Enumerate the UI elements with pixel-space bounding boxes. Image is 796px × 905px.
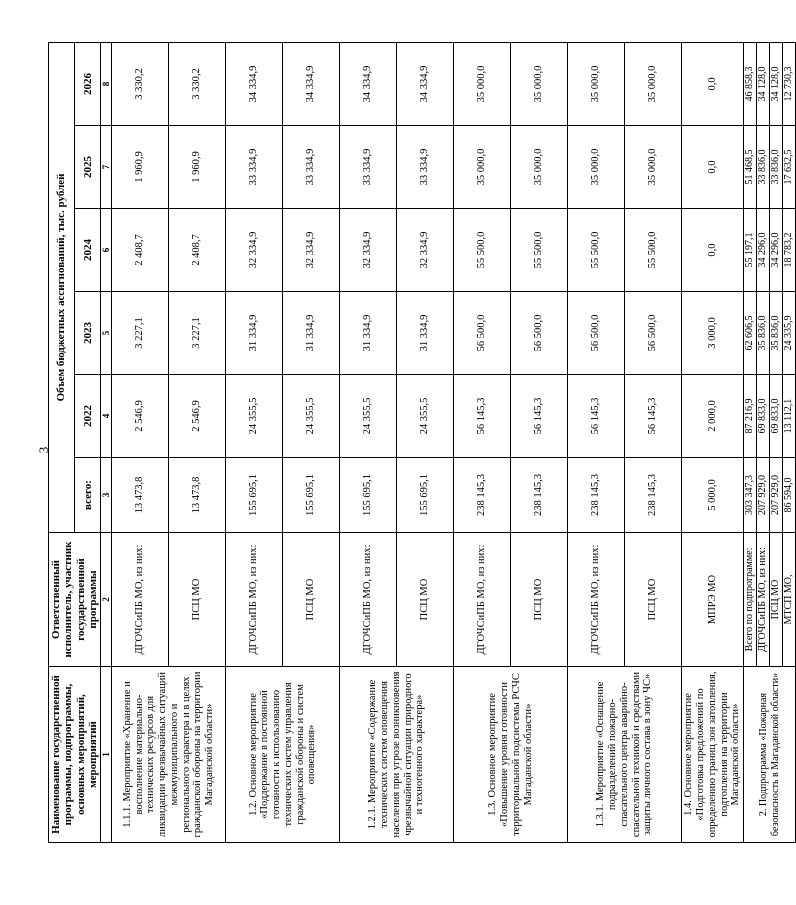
value-cell: 34 128,0 xyxy=(757,42,770,125)
value-cell: 55 500,0 xyxy=(511,209,568,292)
value-cell: 207 929,0 xyxy=(757,458,770,533)
header-year: 2026 xyxy=(75,42,101,125)
value-cell: 5 000,0 xyxy=(682,458,744,533)
value-cell: 55 197,1 xyxy=(744,209,757,292)
executor-cell: ДГОЧСиПБ МО, из них: xyxy=(454,533,511,667)
value-cell: 155 695,1 xyxy=(226,458,283,533)
value-cell: 33 334,9 xyxy=(340,126,397,209)
executor-cell: ДГОЧСиПБ МО, из них: xyxy=(226,533,283,667)
value-cell: 24 355,5 xyxy=(226,375,283,458)
executor-cell: ПСЦ МО xyxy=(625,533,682,667)
value-cell: 32 334,9 xyxy=(226,209,283,292)
value-cell: 24 355,5 xyxy=(340,375,397,458)
value-cell: 2 408,7 xyxy=(112,209,169,292)
value-cell: 35 000,0 xyxy=(625,42,682,125)
header-year: 2023 xyxy=(75,292,101,375)
executor-cell: ПСЦ МО xyxy=(770,533,783,667)
table-row xyxy=(226,42,283,842)
value-cell: 87 216,9 xyxy=(744,375,757,458)
table-row xyxy=(112,42,169,842)
value-cell: 55 500,0 xyxy=(625,209,682,292)
value-cell: 13 473,8 xyxy=(169,458,226,533)
value-cell: 34 128,0 xyxy=(770,42,783,125)
table-row xyxy=(682,42,744,842)
value-cell: 3 227,1 xyxy=(169,292,226,375)
value-cell: 34 296,0 xyxy=(770,209,783,292)
value-cell: 3 330,2 xyxy=(169,42,226,125)
value-cell: 69 833,0 xyxy=(770,375,783,458)
header-budget-group: Объем бюджетных ассигнований, тыс. рублей xyxy=(49,42,75,532)
value-cell: 238 145,3 xyxy=(625,458,682,533)
value-cell: 13 112,1 xyxy=(783,375,796,458)
value-cell: 56 500,0 xyxy=(454,292,511,375)
executor-cell: МПРЭ МО xyxy=(682,533,744,667)
value-cell: 56 145,3 xyxy=(625,375,682,458)
table-row xyxy=(340,42,397,842)
executor-cell: ПСЦ МО xyxy=(397,533,454,667)
value-cell: 17 632,5 xyxy=(783,126,796,209)
col-index: 4 xyxy=(101,375,112,458)
activity-name: 1.4. Основное мероприятие «Подготовка предложений по определению границ зон затопления, подтопления на территории Магаданской области» xyxy=(682,667,744,843)
value-cell: 31 334,9 xyxy=(226,292,283,375)
value-cell: 34 296,0 xyxy=(757,209,770,292)
col-index: 2 xyxy=(101,533,112,667)
value-cell: 55 500,0 xyxy=(568,209,625,292)
value-cell: 56 145,3 xyxy=(454,375,511,458)
value-cell: 51 468,5 xyxy=(744,126,757,209)
value-cell: 35 000,0 xyxy=(568,126,625,209)
value-cell: 35 836,0 xyxy=(757,292,770,375)
executor-cell: ПСЦ МО xyxy=(511,533,568,667)
value-cell: 3 330,2 xyxy=(112,42,169,125)
activity-name: 1.1.1. Мероприятие «Хранение и восполнение материально-технических ресурсов для ликвидации чрезвычайных ситуаций межмуниципального и регионального характера и в целях гражданской обороны на территории Магаданской области» xyxy=(112,667,226,843)
value-cell: 3 227,1 xyxy=(112,292,169,375)
value-cell: 31 334,9 xyxy=(340,292,397,375)
value-cell: 32 334,9 xyxy=(340,209,397,292)
value-cell: 35 000,0 xyxy=(454,42,511,125)
value-cell: 32 334,9 xyxy=(397,209,454,292)
header-total: всего: xyxy=(75,458,101,533)
col-index: 5 xyxy=(101,292,112,375)
executor-cell: Всего по подпрограмме: xyxy=(744,533,757,667)
value-cell: 2 408,7 xyxy=(169,209,226,292)
executor-cell: ДГОЧСиПБ МО, из них: xyxy=(757,533,770,667)
page-number: 3 xyxy=(36,446,51,454)
value-cell: 56 500,0 xyxy=(625,292,682,375)
col-index: 3 xyxy=(101,458,112,533)
activity-name: 1.2. Основное мероприятие «Поддержание в постоянной готовности к использованию технических систем управления гражданской обороны и систем оповещения» xyxy=(226,667,340,843)
value-cell: 33 836,0 xyxy=(770,126,783,209)
value-cell: 31 334,9 xyxy=(397,292,454,375)
value-cell: 1 960,9 xyxy=(112,126,169,209)
header-year: 2024 xyxy=(75,209,101,292)
header-year: 2025 xyxy=(75,126,101,209)
value-cell: 62 606,5 xyxy=(744,292,757,375)
header-executor: Ответственный исполнитель, участник государственной программы xyxy=(49,533,101,667)
header-year: 2022 xyxy=(75,375,101,458)
value-cell: 69 833,0 xyxy=(757,375,770,458)
value-cell: 33 836,0 xyxy=(757,126,770,209)
value-cell: 31 334,9 xyxy=(283,292,340,375)
budget-table xyxy=(48,42,796,843)
value-cell: 33 334,9 xyxy=(226,126,283,209)
value-cell: 2 546,9 xyxy=(169,375,226,458)
value-cell: 155 695,1 xyxy=(340,458,397,533)
activity-name: 1.3. Основное мероприятие «Повышение уровня готовности территориальной подсистемы РСЧС Магаданской области» xyxy=(454,667,568,843)
value-cell: 33 334,9 xyxy=(283,126,340,209)
col-index: 6 xyxy=(101,209,112,292)
table-row xyxy=(744,42,757,842)
value-cell: 86 594,0 xyxy=(783,458,796,533)
value-cell: 34 334,9 xyxy=(226,42,283,125)
col-index: 1 xyxy=(101,667,112,843)
table-row xyxy=(454,42,511,842)
executor-cell: ПСЦ МО xyxy=(169,533,226,667)
value-cell: 35 000,0 xyxy=(511,126,568,209)
value-cell: 0,0 xyxy=(682,42,744,125)
executor-cell: ДГОЧСиПБ МО, из них: xyxy=(568,533,625,667)
value-cell: 34 334,9 xyxy=(397,42,454,125)
subprogram-name: 2. Подпрограмма «Пожарная безопасность в Магаданской области» xyxy=(744,667,796,843)
value-cell: 155 695,1 xyxy=(397,458,454,533)
col-index: 7 xyxy=(101,126,112,209)
value-cell: 56 500,0 xyxy=(511,292,568,375)
value-cell: 35 836,0 xyxy=(770,292,783,375)
value-cell: 35 000,0 xyxy=(454,126,511,209)
executor-cell: ДГОЧСиПБ МО, из них: xyxy=(340,533,397,667)
table-row xyxy=(568,42,625,842)
value-cell: 32 334,9 xyxy=(283,209,340,292)
value-cell: 34 334,9 xyxy=(340,42,397,125)
value-cell: 35 000,0 xyxy=(568,42,625,125)
value-cell: 207 929,0 xyxy=(770,458,783,533)
header-name: Наименование государственной программы, подпрограммы, основных мероприятий, мероприятий xyxy=(49,667,101,843)
value-cell: 155 695,1 xyxy=(283,458,340,533)
value-cell: 35 000,0 xyxy=(511,42,568,125)
col-index: 8 xyxy=(101,42,112,125)
value-cell: 13 473,8 xyxy=(112,458,169,533)
value-cell: 35 000,0 xyxy=(625,126,682,209)
value-cell: 12 730,3 xyxy=(783,42,796,125)
value-cell: 2 000,0 xyxy=(682,375,744,458)
table-body xyxy=(112,42,796,842)
value-cell: 0,0 xyxy=(682,209,744,292)
value-cell: 24 355,5 xyxy=(397,375,454,458)
executor-cell: ДГОЧСиПБ МО, из них: xyxy=(112,533,169,667)
activity-name: 1.3.1. Мероприятие «Оснащение подразделений пожарно-спасательного центра аварийно-спасательной техникой и средствами защиты личного состава в зону ЧС» xyxy=(568,667,682,843)
value-cell: 56 500,0 xyxy=(568,292,625,375)
value-cell: 238 145,3 xyxy=(568,458,625,533)
value-cell: 238 145,3 xyxy=(511,458,568,533)
value-cell: 3 000,0 xyxy=(682,292,744,375)
value-cell: 0,0 xyxy=(682,126,744,209)
rotated-table-container xyxy=(48,43,795,843)
value-cell: 238 145,3 xyxy=(454,458,511,533)
executor-cell: ПСЦ МО xyxy=(283,533,340,667)
value-cell: 18 783,2 xyxy=(783,209,796,292)
value-cell: 56 145,3 xyxy=(568,375,625,458)
value-cell: 24 355,5 xyxy=(283,375,340,458)
executor-cell: МТСП МО, xyxy=(783,533,796,667)
value-cell: 55 500,0 xyxy=(454,209,511,292)
value-cell: 1 960,9 xyxy=(169,126,226,209)
value-cell: 46 858,3 xyxy=(744,42,757,125)
value-cell: 34 334,9 xyxy=(283,42,340,125)
value-cell: 24 335,9 xyxy=(783,292,796,375)
value-cell: 303 347,3 xyxy=(744,458,757,533)
value-cell: 33 334,9 xyxy=(397,126,454,209)
value-cell: 2 546,9 xyxy=(112,375,169,458)
value-cell: 56 145,3 xyxy=(511,375,568,458)
activity-name: 1.2.1. Мероприятие «Содержание технических систем оповещения населения при угрозе возникновения чрезвычайной ситуации природного и техногенного характера» xyxy=(340,667,454,843)
